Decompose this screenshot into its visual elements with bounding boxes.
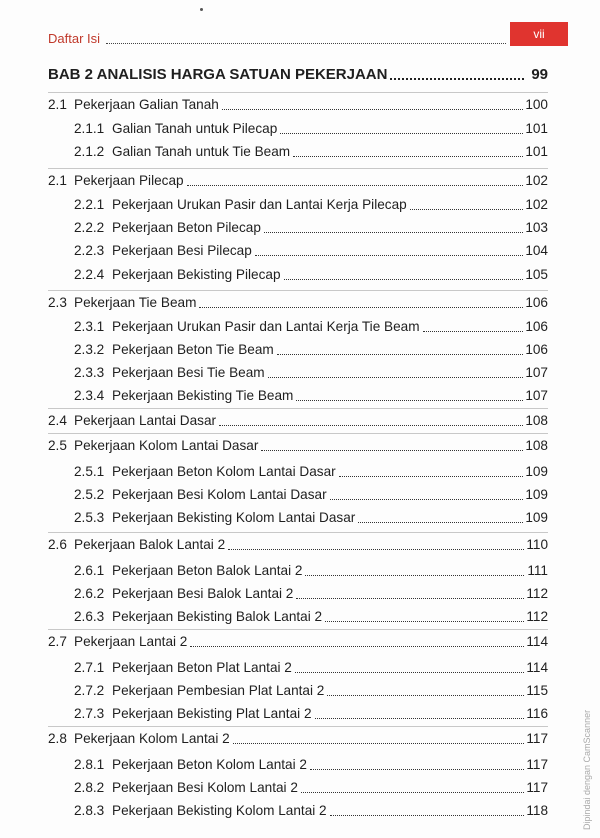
header-dotted-rule (106, 43, 506, 44)
toc-subsection-row[interactable] (74, 608, 548, 626)
dot-leader (390, 78, 524, 80)
section-divider (48, 433, 548, 434)
toc-entry-page: 102 (525, 173, 548, 188)
toc-entry-title: Pekerjaan Bekisting Pilecap (112, 267, 281, 282)
toc-entry-page: 108 (525, 413, 548, 428)
toc-entry-page: 117 (526, 731, 548, 746)
section-divider (48, 629, 548, 630)
toc-subsection-row[interactable] (74, 705, 548, 723)
page-header (48, 22, 568, 50)
toc-entry-title: Pekerjaan Beton Plat Lantai 2 (112, 660, 292, 675)
toc-entry-title: Pekerjaan Besi Tie Beam (112, 365, 265, 380)
toc-entry-number: 2.4 (48, 413, 67, 428)
toc-entry-number: 2.8.2 (74, 780, 105, 795)
dot-leader (190, 646, 524, 647)
toc-subsection-row[interactable] (74, 463, 548, 481)
toc-entry-number: 2.7 (48, 634, 67, 649)
dot-leader (280, 133, 523, 134)
toc-subsection-row[interactable] (74, 219, 548, 237)
toc-entry-page: 100 (525, 97, 548, 112)
toc-entry-title: Pekerjaan Bekisting Plat Lantai 2 (112, 706, 312, 721)
toc-entry-title: Galian Tanah untuk Tie Beam (112, 144, 291, 159)
toc-subsection-row[interactable] (74, 120, 548, 138)
dot-leader (268, 377, 524, 378)
toc-subsection-row[interactable] (74, 802, 548, 820)
toc-entry-page: 107 (525, 388, 548, 403)
section-divider (48, 532, 548, 533)
toc-subsection-row[interactable] (74, 266, 548, 284)
toc-entry-number: 2.8.1 (74, 757, 105, 772)
toc-entry-page: 110 (526, 537, 548, 552)
toc-entry-title: Pekerjaan Besi Balok Lantai 2 (112, 586, 294, 601)
toc-subsection-row[interactable] (74, 318, 548, 336)
toc-entry-page: 116 (526, 706, 548, 721)
toc-entry-number: 2.1 (48, 173, 67, 188)
toc-entry-page: 107 (525, 365, 548, 380)
toc-subsection-row[interactable] (74, 242, 548, 260)
toc-entry-title: Pekerjaan Beton Balok Lantai 2 (112, 563, 303, 578)
toc-entry-number: 2.5.2 (74, 487, 105, 502)
section-divider (48, 726, 548, 727)
camscanner-watermark (582, 560, 596, 830)
toc-subsection-row[interactable] (74, 387, 548, 405)
toc-entry-page: 117 (526, 757, 548, 772)
toc-entry-number: 2.7.1 (74, 660, 105, 675)
toc-entry-number: 2.6.3 (74, 609, 105, 624)
toc-subsection-row[interactable] (74, 364, 548, 382)
toc-entry-title: Pekerjaan Bekisting Kolom Lantai 2 (112, 803, 327, 818)
toc-section-row[interactable] (48, 412, 548, 430)
dot-leader (293, 156, 523, 157)
toc-entry-number: 2.8.3 (74, 803, 105, 818)
dot-leader (310, 769, 524, 770)
toc-entry-number: 2.6.1 (74, 563, 105, 578)
toc-entry-number: 2.3.4 (74, 388, 105, 403)
toc-entry-page: 103 (525, 220, 548, 235)
toc-subsection-row[interactable] (74, 341, 548, 359)
toc-entry-title: Pekerjaan Urukan Pasir dan Lantai Kerja Pilecap (112, 197, 407, 212)
toc-entry-title: Pekerjaan Galian Tanah (74, 97, 219, 112)
section-divider (48, 290, 548, 291)
dot-leader (330, 499, 524, 500)
toc-subsection-row[interactable] (74, 509, 548, 527)
toc-section-row[interactable] (48, 172, 548, 190)
toc-subsection-row[interactable] (74, 585, 548, 603)
dot-leader (277, 354, 524, 355)
toc-section-row[interactable] (48, 96, 548, 114)
toc-subsection-row[interactable] (74, 486, 548, 504)
toc-entry-title: Pekerjaan Pembesian Plat Lantai 2 (112, 683, 325, 698)
toc-entry-number: 2.1.2 (74, 144, 105, 159)
toc-entry-number: 2.2.3 (74, 243, 105, 258)
toc-entry-title: Pekerjaan Balok Lantai 2 (74, 537, 226, 552)
dot-leader (255, 255, 524, 256)
dot-leader (296, 598, 524, 599)
toc-entry-number: 2.3.3 (74, 365, 105, 380)
toc-entry-page: 118 (526, 803, 548, 818)
toc-subsection-row[interactable] (74, 143, 548, 161)
dot-leader (222, 109, 523, 110)
dot-leader (187, 185, 524, 186)
toc-entry-page: 117 (526, 780, 548, 795)
section-divider (48, 168, 548, 169)
toc-entry-number: 2.1.1 (74, 121, 105, 136)
dot-leader (228, 549, 524, 550)
toc-entry-title: Galian Tanah untuk Pilecap (112, 121, 278, 136)
toc-entry-title: Pekerjaan Bekisting Tie Beam (112, 388, 294, 403)
toc-entry-number: 2.6 (48, 537, 67, 552)
toc-entry-title: Pekerjaan Besi Kolom Lantai Dasar (112, 487, 327, 502)
toc-entry-page: 106 (525, 295, 548, 310)
toc-entry-number: 2.2.1 (74, 197, 105, 212)
watermark-text: Dipindai dengan CamScanner (582, 709, 592, 830)
toc-entry-page: 109 (525, 487, 548, 502)
toc-entry-page: 101 (525, 144, 548, 159)
toc-entry-title: Pekerjaan Besi Kolom Lantai 2 (112, 780, 298, 795)
toc-entry-number: 2.3.1 (74, 319, 105, 334)
toc-entry-number: 2.2.4 (74, 267, 105, 282)
toc-entry-title: Pekerjaan Tie Beam (74, 295, 197, 310)
dot-leader (295, 672, 524, 673)
dot-leader (264, 232, 523, 233)
toc-entry-number: 2.5.3 (74, 510, 105, 525)
toc-section-row[interactable] (48, 536, 548, 554)
toc-entry-page: 108 (525, 438, 548, 453)
toc-chapter-row[interactable] (48, 66, 548, 84)
toc-entry-title: Pekerjaan Lantai 2 (74, 634, 188, 649)
scan-speck (200, 8, 203, 11)
toc-entry-number: 2.8 (48, 731, 67, 746)
toc-entry-title: Pekerjaan Kolom Lantai Dasar (74, 438, 259, 453)
toc-subsection-row[interactable] (74, 756, 548, 774)
dot-leader (301, 792, 524, 793)
dot-leader (219, 425, 523, 426)
toc-section-row[interactable] (48, 294, 548, 312)
toc-subsection-row[interactable] (74, 562, 548, 580)
toc-entry-title: Pekerjaan Besi Pilecap (112, 243, 252, 258)
toc-entry-page: 101 (525, 121, 548, 136)
dot-leader (315, 718, 525, 719)
dot-leader (305, 575, 524, 576)
toc-entry-title: Pekerjaan Urukan Pasir dan Lantai Kerja Tie Beam (112, 319, 420, 334)
toc-entry-number: 2.5 (48, 438, 67, 453)
section-divider (48, 408, 548, 409)
toc-entry-title: Pekerjaan Beton Kolom Lantai 2 (112, 757, 307, 772)
toc-entry-number: 2.6.2 (74, 586, 105, 601)
toc-entry-number: 2.2.2 (74, 220, 105, 235)
toc-entry-title: Pekerjaan Pilecap (74, 173, 184, 188)
dot-leader (296, 400, 523, 401)
toc-subsection-row[interactable] (74, 659, 548, 677)
dot-leader (199, 307, 523, 308)
dot-leader (261, 450, 523, 451)
toc-entry-page: 109 (525, 464, 548, 479)
toc-entry-number: 2.5.1 (74, 464, 105, 479)
section-divider (48, 92, 548, 93)
toc-entry-title: Pekerjaan Kolom Lantai 2 (74, 731, 230, 746)
toc-entry-page: 104 (525, 243, 548, 258)
page-number-badge: vii (510, 22, 568, 46)
toc-entry-title: Pekerjaan Bekisting Balok Lantai 2 (112, 609, 323, 624)
header-title: Daftar Isi (48, 31, 101, 46)
toc-entry-page: 106 (525, 319, 548, 334)
toc-section-row[interactable] (48, 730, 548, 748)
toc-entry-title: Pekerjaan Beton Kolom Lantai Dasar (112, 464, 336, 479)
dot-leader (358, 522, 523, 523)
toc-entry-page: 109 (525, 510, 548, 525)
dot-leader (327, 695, 524, 696)
toc-entry-number: 2.3.2 (74, 342, 105, 357)
toc-entry-title: Pekerjaan Bekisting Kolom Lantai Dasar (112, 510, 356, 525)
dot-leader (339, 476, 524, 477)
dot-leader (325, 621, 524, 622)
toc-entry-page: 112 (526, 609, 548, 624)
toc-subsection-row[interactable] (74, 196, 548, 214)
toc-entry-title: Pekerjaan Lantai Dasar (74, 413, 217, 428)
toc-subsection-row[interactable] (74, 779, 548, 797)
chapter-title: BAB 2 ANALISIS HARGA SATUAN PEKERJAAN (48, 66, 388, 83)
chapter-page: 99 (531, 66, 548, 83)
toc-entry-number: 2.3 (48, 295, 67, 310)
toc-section-row[interactable] (48, 437, 548, 455)
toc-entry-page: 115 (526, 683, 548, 698)
dot-leader (423, 331, 524, 332)
toc-entry-title: Pekerjaan Beton Tie Beam (112, 342, 274, 357)
dot-leader (284, 279, 524, 280)
toc-section-row[interactable] (48, 633, 548, 651)
toc-entry-page: 105 (525, 267, 548, 282)
toc-entry-number: 2.7.3 (74, 706, 105, 721)
dot-leader (233, 743, 524, 744)
toc-entry-page: 111 (527, 563, 548, 578)
toc-entry-number: 2.1 (48, 97, 67, 112)
toc-entry-page: 114 (526, 634, 548, 649)
dot-leader (410, 209, 524, 210)
toc-entry-page: 102 (525, 197, 548, 212)
toc-entry-page: 106 (525, 342, 548, 357)
toc-entry-title: Pekerjaan Beton Pilecap (112, 220, 261, 235)
toc-subsection-row[interactable] (74, 682, 548, 700)
toc-entry-number: 2.7.2 (74, 683, 105, 698)
toc-entry-page: 112 (526, 586, 548, 601)
dot-leader (330, 815, 524, 816)
toc-entry-page: 114 (526, 660, 548, 675)
